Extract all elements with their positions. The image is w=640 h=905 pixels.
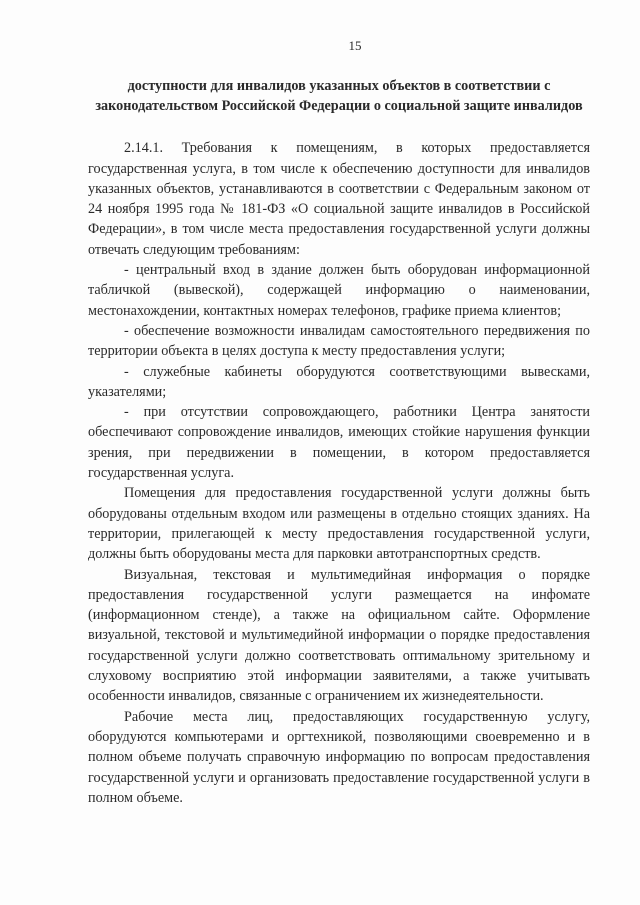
paragraph-requirements: 2.14.1. Требования к помещениям, в которых предоставляется государственная услуга, в том числе к обеспечению доступности для инвалидов указанных объектов, устанавливаются в соответствии с Федеральным законом от 24 ноября 1995 года № 181-ФЗ «О социальной защите инвалидов в Российской Федерации», в том числе места предоставления государственной услуги должны отвечать следующим требованиям:: [88, 140, 590, 258]
paragraph-independent-movement: - обеспечение возможности инвалидам самостоятельного передвижения по территории объекта в целях доступа к месту предоставления услуги;: [88, 322, 590, 360]
paragraph-escort: - при отсутствии сопровождающего, работники Центра занятости обеспечивают сопровождение инвалидов, имеющих стойкие нарушения функции зрения, при передвижении в помещении, в котором предоставляется государственная услуга.: [88, 404, 590, 482]
paragraph-visual-information: Визуальная, текстовая и мультимедийная информация о порядке предоставления государственной услуги размещается на инфомате (информационном стенде), а также на официальном сайте. Оформление визуальной, текстовой и мультимедийной информации о порядке предоставления государственной услуги должно соответствовать оптимальному зрительному и слуховому восприятию этой информации заявителями, а также учитывать особенности инвалидов, связанные с ограничением их жизнедеятельности.: [88, 566, 590, 705]
paragraph-office-signs: - служебные кабинеты оборудуются соответствующими вывесками, указателями;: [88, 363, 590, 400]
paragraph-workplaces: Рабочие места лиц, предоставляющих государственную услугу, оборудуются компьютерами и оргтехникой, позволяющими своевременно и в полном объеме получать справочную информацию по вопросам предоставления государственной услуги и организовать предоставление государственной услуги в полном объеме.: [88, 708, 590, 806]
paragraph-premises: Помещения для предоставления государственной услуги должны быть оборудованы отдельным входом или размещены в отдельно стоящих зданиях. На территории, прилегающей к месту предоставления государственной услуги, должны быть оборудованы места для парковки автотранспортных средств.: [88, 485, 590, 563]
page-number: 15: [348, 38, 362, 53]
body-text: [88, 138, 590, 808]
paragraph-entrance-sign: - центральный вход в здание должен быть оборудован информационной табличкой (вывеской), содержащей информацию о наименовании, местонахождении, контактных номерах телефонов, графике приема клиентов;: [88, 262, 590, 319]
section-heading: доступности для инвалидов указанных объектов в соответствии с законодательством Российской Федерации о социальной защите инвалидов: [95, 78, 583, 115]
